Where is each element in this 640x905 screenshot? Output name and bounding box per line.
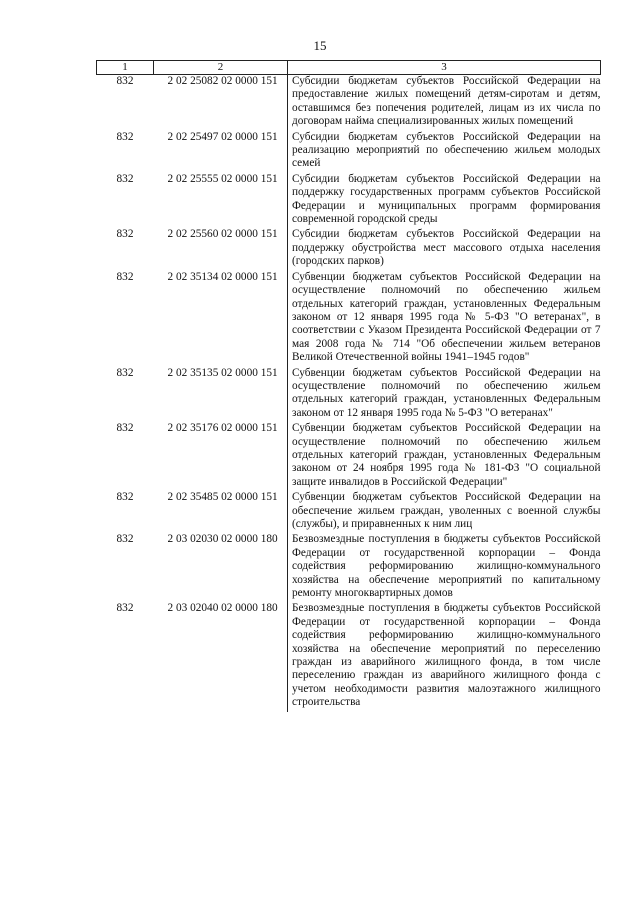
admin-code-cell: 832 [116, 422, 134, 435]
revenue-name-cell: Субвенции бюджетам субъектов Российской Федерации на обеспечение жильем граждан, уволенных с военной службы (службы), и приравненных к ним лиц [288, 491, 601, 533]
revenue-code-cell: 2 02 35485 02 0000 151 [167, 491, 278, 504]
admin-code-cell: 832 [116, 75, 134, 87]
page-number: 15 [313, 38, 327, 53]
admin-code-cell: 832 [116, 533, 134, 546]
revenue-name-cell: Субсидии бюджетам субъектов Российской Федерации на предоставление жилых помещений детям-сиротам и детям, оставшимся без попечения родителей, лицам из их числа по договорам найма специализированных жилых помещений [288, 75, 601, 131]
column-header-3: 3 [288, 61, 601, 75]
column-header-1: 1 [97, 61, 154, 75]
revenue-name-cell: Субвенции бюджетам субъектов Российской Федерации на осуществление полномочий по обеспечению жильем отдельных категорий граждан, установленных Федеральным законом от 24 ноября 1995 года № 181-ФЗ "О социальной защите инвалидов в Российской Федерации" [288, 422, 601, 491]
revenue-name-cell: Субсидии бюджетам субъектов Российской Федерации на поддержку обустройства мест массового отдыха населения (городских парков) [288, 228, 601, 270]
revenue-code-cell: 2 02 25082 02 0000 151 [167, 75, 278, 87]
admin-code-cell: 832 [116, 130, 134, 143]
revenue-code-cell: 2 03 02040 02 0000 180 [167, 602, 278, 615]
revenue-codes-table [96, 60, 601, 712]
table-row [97, 131, 601, 173]
revenue-code-cell: 2 02 25560 02 0000 151 [167, 228, 278, 241]
column-header-2: 2 [154, 61, 288, 75]
table-row [97, 491, 601, 533]
table-row [97, 367, 601, 423]
revenue-name-cell: Безвозмездные поступления в бюджеты субъектов Российской Федерации от государственной корпорации – Фонда содействия реформированию жилищно-коммунального хозяйства на обеспечение мероприятий по капитальному ремонту многоквартирных домов [288, 533, 601, 602]
table-row [97, 271, 601, 367]
table-row [97, 533, 601, 602]
admin-code-cell: 832 [116, 366, 134, 379]
admin-code-cell: 832 [116, 602, 134, 615]
revenue-code-cell: 2 02 35135 02 0000 151 [167, 366, 278, 379]
revenue-name-cell: Субсидии бюджетам субъектов Российской Федерации на поддержку государственных программ субъектов Российской Федерации и муниципальных программ формирования современной городской среды [288, 173, 601, 229]
revenue-code-cell: 2 02 35176 02 0000 151 [167, 422, 278, 435]
revenue-code-cell: 2 02 25555 02 0000 151 [167, 172, 278, 185]
admin-code-cell: 832 [116, 172, 134, 185]
table-row [97, 228, 601, 270]
revenue-code-cell: 2 02 25497 02 0000 151 [167, 130, 278, 143]
admin-code-cell: 832 [116, 491, 134, 504]
table-row [97, 75, 601, 131]
revenue-name-cell: Субвенции бюджетам субъектов Российской Федерации на осуществление полномочий по обеспечению жильем отдельных категорий граждан, установленных Федеральным законом от 12 января 1995 года № 5-ФЗ "О ветеранах" [288, 367, 601, 423]
revenue-name-cell: Субсидии бюджетам субъектов Российской Федерации на реализацию мероприятий по обеспечению жильем молодых семей [288, 131, 601, 173]
admin-code-cell: 832 [116, 270, 134, 283]
table-row [97, 173, 601, 229]
table-row [97, 602, 601, 711]
table-row [97, 422, 601, 491]
revenue-name-cell: Субвенции бюджетам субъектов Российской Федерации на осуществление полномочий по обеспечению жильем отдельных категорий граждан, установленных Федеральным законом от 12 января 1995 года № 5-ФЗ "О ветеранах", в соответствии с Указом Президента Российской Федерации от 7 мая 2008 года № 714 "Об обеспечении жильем ветеранов Великой Отечественной войны 1941–1945 годов" [288, 271, 601, 367]
admin-code-cell: 832 [116, 228, 134, 241]
table-header-row [97, 61, 601, 75]
revenue-name-cell: Безвозмездные поступления в бюджеты субъектов Российской Федерации от государственной корпорации – Фонда содействия реформированию жилищно-коммунального хозяйства на обеспечение мероприятий по переселению граждан из аварийного жилищного фонда, в том числе переселению граждан из аварийного жилищного фонда с учетом необходимости развития малоэтажного жилищного строительства [288, 602, 601, 711]
revenue-code-cell: 2 03 02030 02 0000 180 [167, 533, 278, 546]
revenue-code-cell: 2 02 35134 02 0000 151 [167, 270, 278, 283]
